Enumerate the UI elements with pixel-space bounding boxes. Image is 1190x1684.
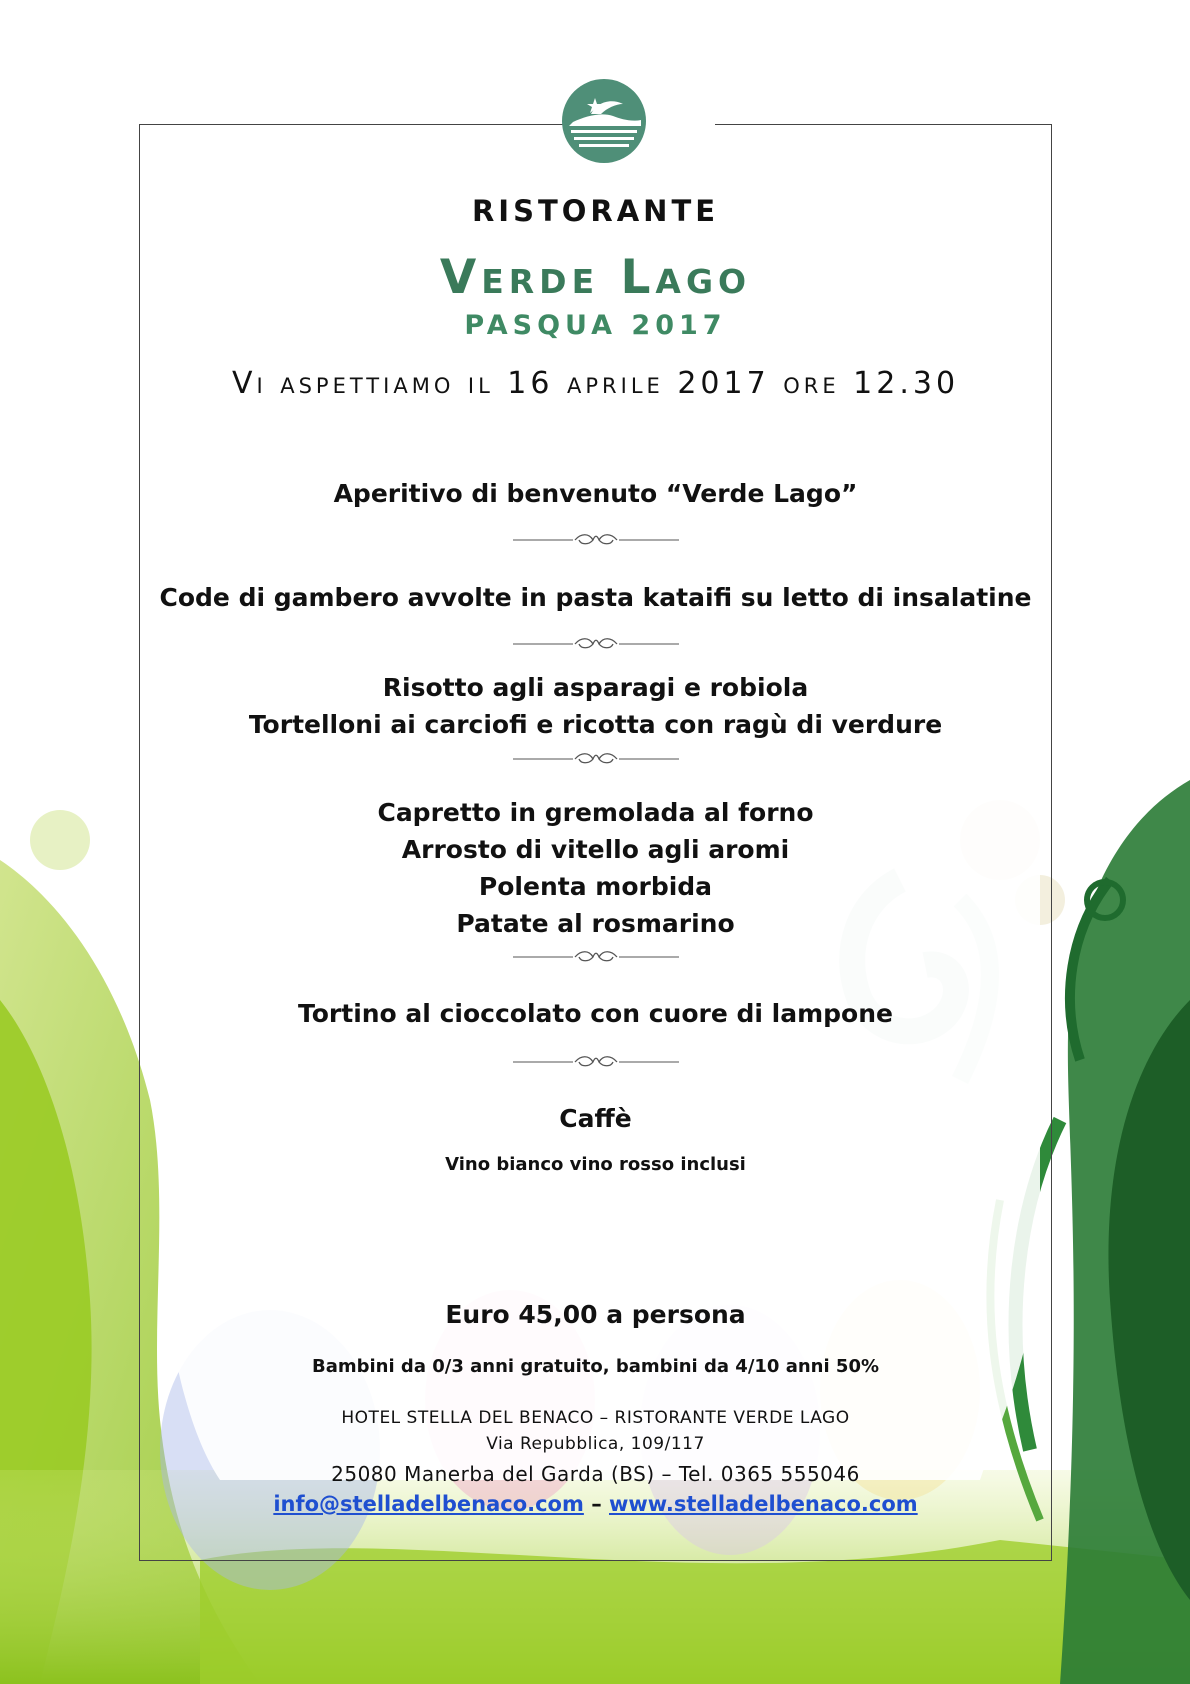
links-separator: –: [591, 1492, 602, 1516]
restaurant-title: Verde Lago: [439, 250, 752, 305]
restaurant-kicker: RISTORANTE: [471, 194, 720, 228]
menu-antipasto: Code di gambero avvolte in pasta kataifi su letto di insalatine: [159, 583, 1032, 612]
contact-links: [139, 1492, 1052, 1516]
menu-secondo-4: Patate al rosmarino: [456, 909, 735, 938]
website-link[interactable]: www.stelladelbenaco.com: [609, 1492, 918, 1516]
hotel-name: HOTEL STELLA DEL BENACO – RISTORANTE VERDE LAGO: [341, 1408, 850, 1428]
lake-logo-icon: [561, 78, 647, 164]
ornament-divider-icon: [513, 1053, 679, 1071]
menu-aperitivo: Aperitivo di benvenuto “Verde Lago”: [333, 479, 858, 508]
menu-secondo-2: Arrosto di vitello agli aromi: [401, 835, 790, 864]
children-pricing: Bambini da 0/3 anni gratuito, bambini da 4/10 anni 50%: [312, 1356, 879, 1377]
menu-primo-2: Tortelloni ai carciofi e ricotta con ragù di verdure: [248, 710, 943, 739]
street-address: Via Repubblica, 109/117: [486, 1434, 705, 1454]
ornament-divider-icon: [513, 635, 679, 653]
event-subtitle: PASQUA 2017: [464, 310, 727, 341]
menu-primo-1: Risotto agli asparagi e robiola: [382, 673, 809, 702]
price-per-person: Euro 45,00 a persona: [445, 1300, 746, 1329]
menu-secondo-3: Polenta morbida: [478, 872, 713, 901]
ornament-divider-icon: [513, 750, 679, 768]
menu-secondo-1: Capretto in gremolada al forno: [377, 798, 814, 827]
email-link[interactable]: info@stelladelbenaco.com: [273, 1492, 584, 1516]
city-phone: 25080 Manerba del Garda (BS) – Tel. 0365 555046: [331, 1462, 860, 1486]
ornament-divider-icon: [513, 948, 679, 966]
menu-dolce: Tortino al cioccolato con cuore di lampone: [298, 999, 893, 1028]
menu-vini: Vino bianco vino rosso inclusi: [445, 1154, 746, 1175]
invite-line: Vi aspettiamo il 16 aprile 2017 ore 12.30: [231, 366, 960, 401]
menu-caffe: Caffè: [559, 1104, 632, 1133]
ornament-divider-icon: [513, 531, 679, 549]
